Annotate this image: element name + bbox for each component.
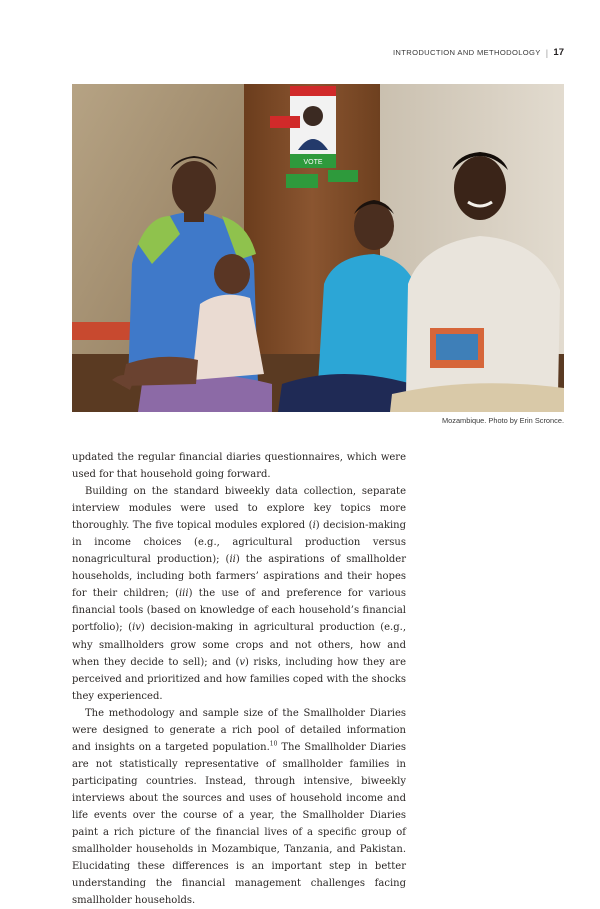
family-photo-illustration: [72, 84, 564, 412]
family-photo: [72, 84, 564, 412]
paragraph-2: Building on the standard biweekly data collection, separate interview modules were used to explore key topics more thoroughly. The five topical modules explored (i) decision-making in income choices (e.g., agricultural production versus nonagricultural production); (ii) the aspirations of smallholder households, including both farmers’ aspirations and their hopes for their children; (iii) the use of and preference for various financial tools (based on knowledge of each household’s financial portfolio); (iv) decision-making in agricultural production (e.g., why smallholders grow some crops and not others, how and when they decide to sell); and (v) risks, including how they are perceived and prioritized and how families coped with the shocks they experienced.: [72, 486, 406, 702]
paragraph-3: The methodology and sample size of the Smallholder Diaries were designed to generate a rich pool of detailed information and insights on a targeted population.$^{10}$ The Smallholder Diaries are not statistically representative of smallholder families in participating countries. Instead, through intensive, biweekly interviews about the sources and uses of household income and life events over the course of a year, the Smallholder Diaries paint a rich picture of the financial lives of a specific group of smallholder households in Mozambique, Tanzania, and Pakistan. Elucidating these differences is an important step in better understanding the financial management challenges facing smallholder households.: [72, 707, 406, 907]
paragraph-1: updated the regular financial diaries questionnaires, which were used for that household going forward.: [72, 452, 406, 481]
poster-text: VOTE: [303, 159, 323, 166]
photo-caption: Mozambique. Photo by Erin Scronce.: [441, 416, 564, 425]
section-title: INTRODUCTION AND METHODOLOGY: [392, 48, 541, 57]
page-number: 17: [553, 47, 564, 58]
header-separator: |: [545, 47, 549, 58]
body-text: [72, 449, 406, 909]
running-head: [393, 47, 564, 58]
footnote-ref-10[interactable]: 10: [269, 740, 278, 748]
